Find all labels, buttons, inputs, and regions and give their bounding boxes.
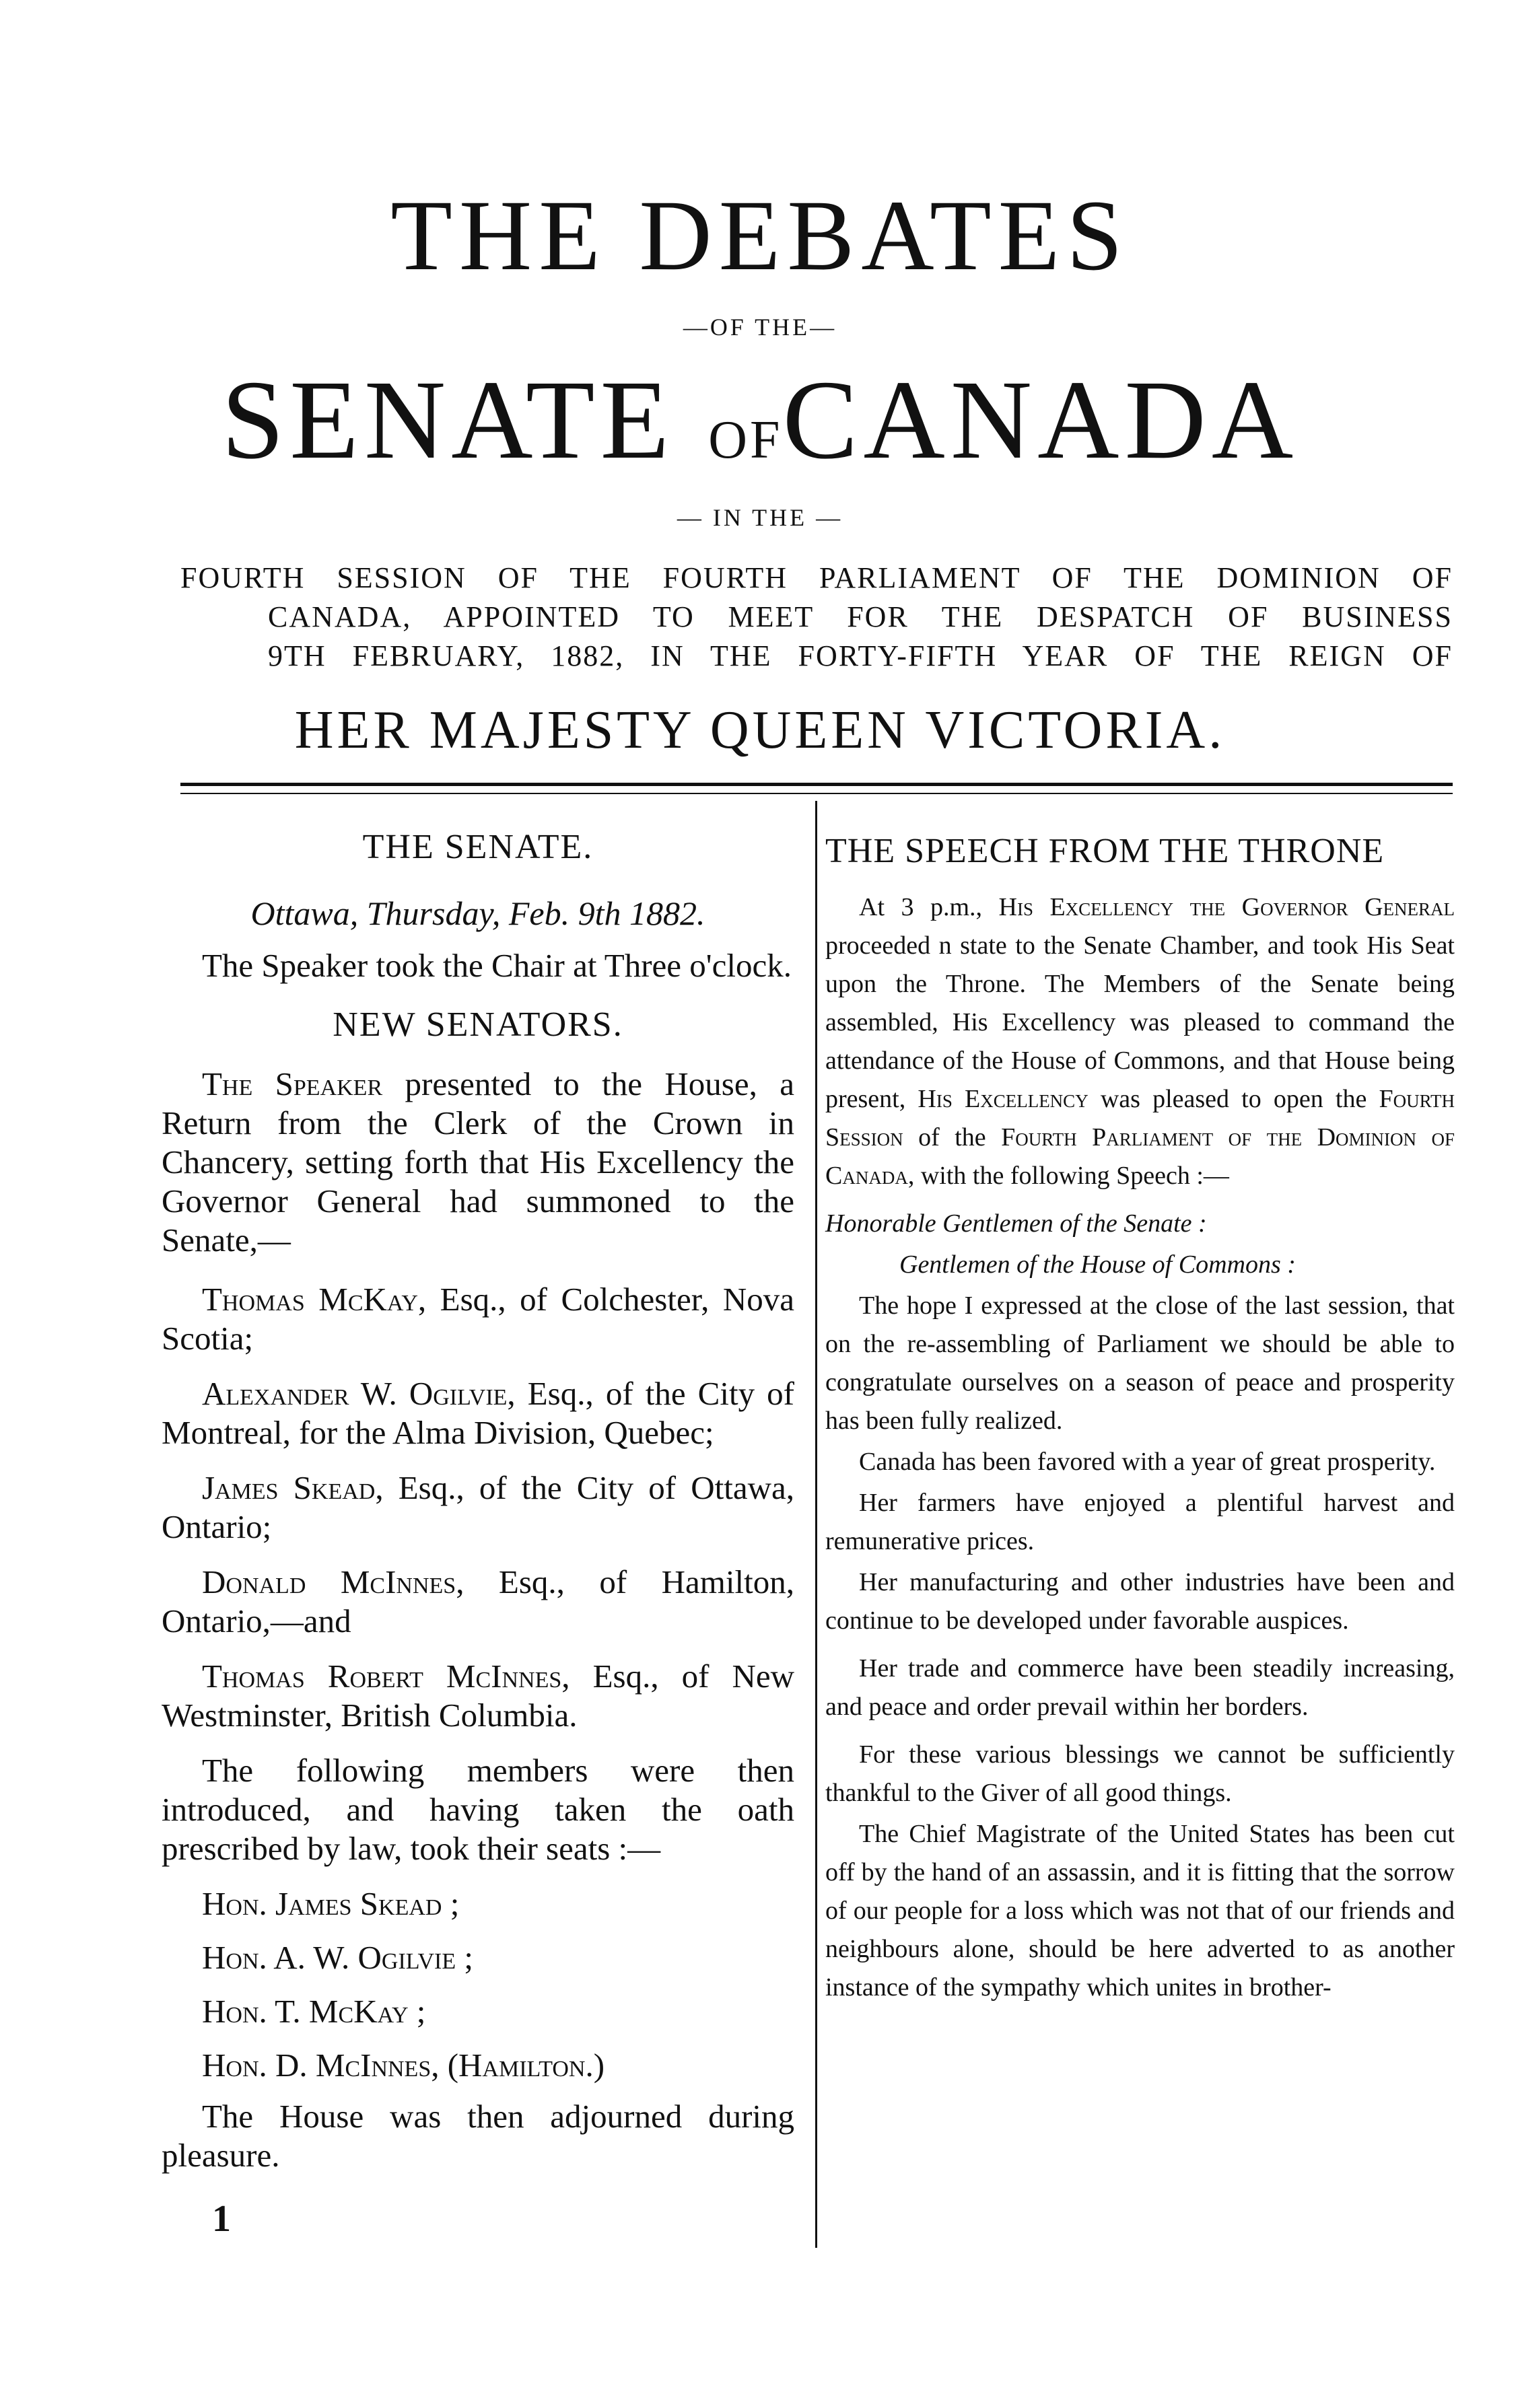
right-column [825, 828, 1455, 2007]
session-description [180, 559, 1453, 676]
page-number: 1 [212, 2198, 231, 2240]
adjournment-paragraph: The House was then adjourned during pleasure. [162, 2098, 794, 2174]
speech-paragraph: Canada has been favored with a year of great prosperity. [859, 1448, 1436, 1476]
header-rule-thin [180, 793, 1453, 794]
speech-paragraph: Her farmers have enjoyed a plentiful harvest and remunerative prices. [825, 1489, 1455, 1555]
column-divider [815, 801, 817, 2248]
his-excellency-title: His Excellency [918, 1085, 1089, 1113]
opening-text-g: of the [903, 1123, 1002, 1152]
title-senate-of-canada [0, 357, 1520, 483]
senator-entry [162, 1657, 794, 1735]
speech-paragraph: For these various blessings we cannot be sufficiently thankful to the Giver of all good things. [825, 1740, 1455, 1807]
opening-text-i: , with the following Speech :— [907, 1162, 1229, 1190]
senate-heading: THE SENATE. [362, 828, 594, 866]
header-rule-thick [180, 783, 1453, 786]
opening-text-a: At 3 p.m., [859, 893, 999, 921]
senator-name: Thomas McKay [202, 1281, 418, 1318]
session-line-1: FOURTH SESSION OF THE FOURTH PARLIAMENT OF THE DOMINION OF [180, 561, 1453, 594]
in-the-label: — IN THE — [677, 504, 843, 531]
member-entry: Hon. T. McKay ; [202, 1993, 426, 2030]
title-the-debates: THE DEBATES [390, 180, 1130, 291]
session-line-2: CANADA, APPOINTED TO MEET FOR THE DESPATCH OF BUSINESS [268, 600, 1453, 633]
speech-paragraph: The Chief Magistrate of the United States has been cut off by the hand of an assassin, and it is fitting that the sorrow of our people for a loss which was not that of our friends and neighbours alone, should be here adverted to as another instance of the sympathy which unites in brother- [825, 1820, 1455, 2002]
speech-heading: THE SPEECH FROM THE THRONE [825, 832, 1385, 870]
senator-detail: , Esq., of New Westminster, British Columbia. [162, 1658, 794, 1734]
senator-name: Thomas Robert McInnes [202, 1658, 562, 1695]
senator-name: James Skead [202, 1469, 376, 1506]
introduction-paragraph: The following members were then introduced, and having taken the oath prescribed by law, took their seats :— [162, 1752, 794, 1867]
salutation-senate: Honorable Gentlemen of the Senate : [825, 1209, 1207, 1238]
opening-text-c: proceeded n state to the Senate Chamber, and took His Seat upon the Throne. The Members of the Senate being assembled, His Excellency was pleased to command the attendance of the House of Commons, and that House being present, [825, 931, 1455, 1113]
senator-detail: , Esq., of Hamilton, Ontario,—and [162, 1563, 794, 1639]
title-of-word: OF [708, 411, 783, 470]
opening-text-e: was pleased to open the [1088, 1085, 1379, 1113]
speech-paragraph: The hope I expressed at the close of the last session, that on the re-assembling of Parliament we should be able to congratulate ourselves on a season of peace and prosperity has been fully realized. [825, 1291, 1455, 1435]
speaker-name: The Speaker [202, 1065, 383, 1102]
speech-paragraph: Her manufacturing and other industries have been and continue to be developed under favorable auspices. [825, 1568, 1455, 1635]
session-date: Ottawa, Thursday, Feb. 9th 1882. [250, 894, 705, 932]
senator-entry [162, 1374, 794, 1452]
return-paragraph [162, 1065, 794, 1260]
of-the-label: —OF THE— [683, 314, 837, 341]
senator-entry [162, 1563, 794, 1641]
left-column [162, 828, 794, 2175]
senator-detail: , Esq., of the City of Montreal, for the Alma Division, Quebec; [162, 1375, 794, 1451]
return-text: presented to the House, a Return from the Clerk of the Crown in Chancery, setting forth that His Excellency the Governor General had summoned to the Senate,— [162, 1065, 794, 1259]
senator-detail: , Esq., of Colchester, Nova Scotia; [162, 1281, 794, 1357]
governor-general-title: His Excellency the Governor General [998, 893, 1455, 921]
senator-entry [162, 1280, 794, 1358]
fourth-parliament-title: Fourth Parliament of the Dominion of Canada [825, 1123, 1455, 1190]
opening-paragraph [825, 888, 1455, 1195]
senator-entry [162, 1468, 794, 1547]
member-entry: Hon. D. McInnes, (Hamilton.) [202, 2047, 605, 2084]
title-canada-word: CANADA [782, 357, 1299, 483]
title-senate-word: SENATE [221, 357, 675, 483]
new-senators-heading: NEW SENATORS. [333, 1005, 623, 1044]
senator-name: Donald McInnes [202, 1563, 456, 1600]
senator-detail: , Esq., of the City of Ottawa, Ontario; [162, 1469, 794, 1545]
queen-line: HER MAJESTY QUEEN VICTORIA. [294, 701, 1226, 760]
fourth-session-title: Fourth Session [825, 1085, 1455, 1152]
senator-name: Alexander W. Ogilvie [202, 1375, 508, 1412]
speech-paragraph: Her trade and commerce have been steadily increasing, and peace and order prevail within her borders. [825, 1654, 1455, 1721]
member-entry: Hon. James Skead ; [202, 1885, 460, 1922]
speaker-paragraph: The Speaker took the Chair at Three o'clock. [202, 947, 792, 984]
member-entry: Hon. A. W. Ogilvie ; [202, 1939, 473, 1976]
salutation-commons: Gentlemen of the House of Commons : [899, 1250, 1296, 1279]
session-line-3: 9TH FEBRUARY, 1882, IN THE FORTY-FIFTH YEAR OF THE REIGN OF [268, 639, 1453, 672]
